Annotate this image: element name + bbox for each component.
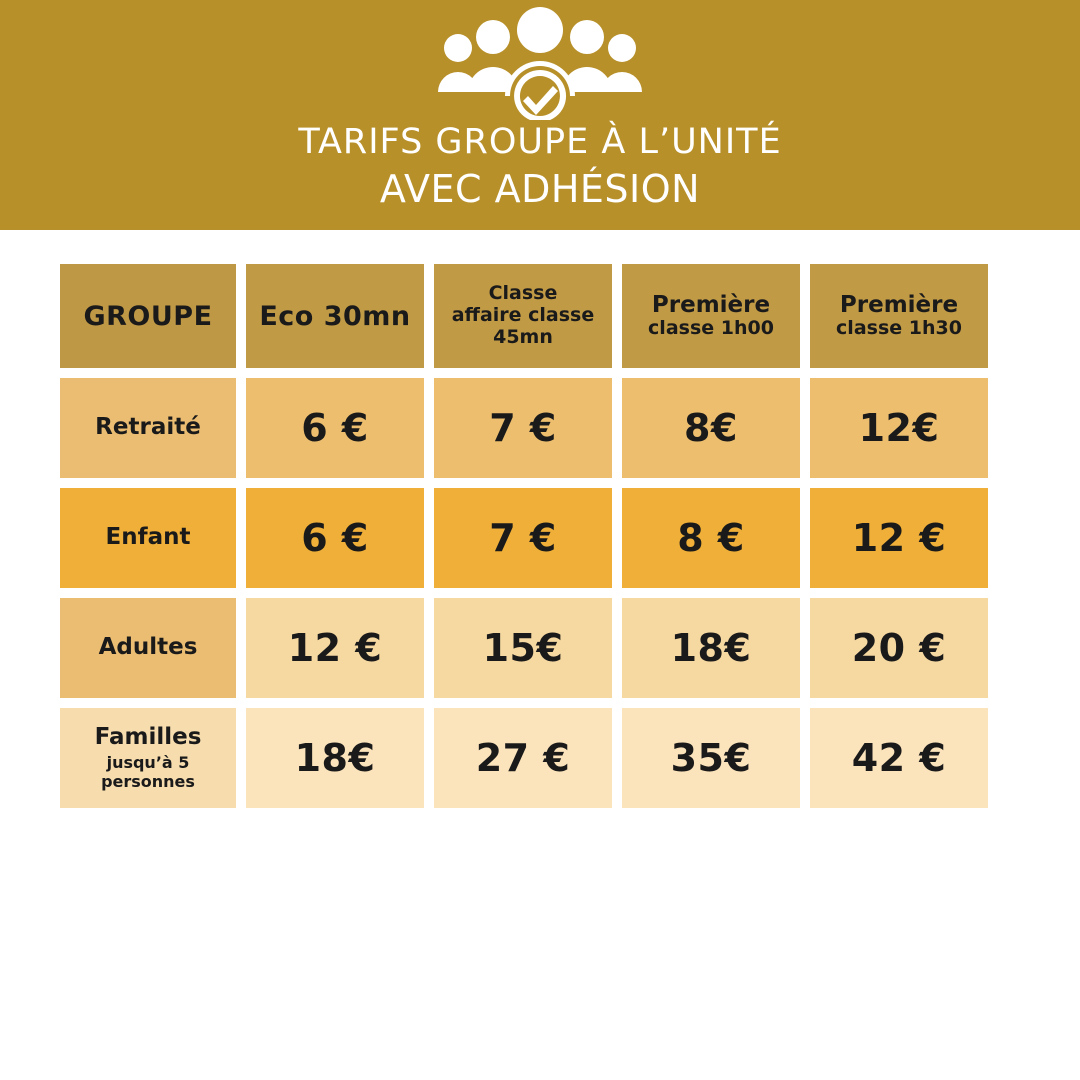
price-cell [622,378,800,478]
table-header-row [60,264,1020,368]
price-cell [622,598,800,698]
price-cell [810,378,988,478]
price-cell [434,708,612,808]
price-cell [810,488,988,588]
header-main-text: Première [839,291,959,318]
price-value: 8€ [684,406,738,450]
price-value: 18€ [670,626,752,670]
price-value: 6 € [301,516,369,560]
price-value: 12 € [287,626,383,670]
row-label-cell [60,708,236,808]
price-cell [622,488,800,588]
header-sub-text: affaire classe 45mn [451,304,595,348]
header-main-text: Première [651,291,771,318]
price-cell [246,708,424,808]
price-value: 27 € [475,736,571,780]
row-label: Familles [94,724,202,751]
header-sub-text: classe 1h00 [648,317,774,340]
price-value: 42 € [851,736,947,780]
header-main-text: Classe [488,282,558,305]
price-value: 18€ [294,736,376,780]
price-cell [622,708,800,808]
row-sublabel: jusqu’à 5 personnes [101,752,195,791]
price-value: 7 € [489,406,557,450]
header-cell-premiere-1h00 [622,264,800,368]
row-label-cell [60,378,236,478]
price-value: 35€ [670,736,752,780]
header-label: GROUPE [83,300,213,332]
page-subtitle: AVEC ADHÉSION [379,166,701,211]
header-banner [0,0,1080,230]
price-cell [434,488,612,588]
price-cell [810,598,988,698]
header-cell-eco [246,264,424,368]
price-cell [434,598,612,698]
table-row [60,378,1020,478]
price-value: 7 € [489,516,557,560]
header-cell-groupe [60,264,236,368]
table-row [60,488,1020,588]
header-cell-classe-affaire [434,264,612,368]
header-label: Eco 30mn [259,300,411,332]
table-row [60,598,1020,698]
price-value: 8 € [677,516,745,560]
price-cell [810,708,988,808]
price-value: 15€ [482,626,564,670]
pricing-table [60,264,1020,808]
header-sub-text: classe 1h30 [836,317,962,340]
row-label: Retraité [95,414,201,441]
table-row [60,708,1020,808]
row-label: Enfant [105,524,191,551]
header-cell-premiere-1h30 [810,264,988,368]
row-label-cell [60,488,236,588]
row-label: Adultes [98,634,198,661]
price-cell [246,488,424,588]
price-value: 12€ [858,406,940,450]
group-people-check-icon [410,4,670,120]
price-cell [246,598,424,698]
price-value: 12 € [851,516,947,560]
price-cell [246,378,424,478]
price-value: 6 € [301,406,369,450]
row-label-cell [60,598,236,698]
price-cell [434,378,612,478]
page-title: TARIFS GROUPE À L’UNITÉ [298,122,782,162]
price-value: 20 € [851,626,947,670]
